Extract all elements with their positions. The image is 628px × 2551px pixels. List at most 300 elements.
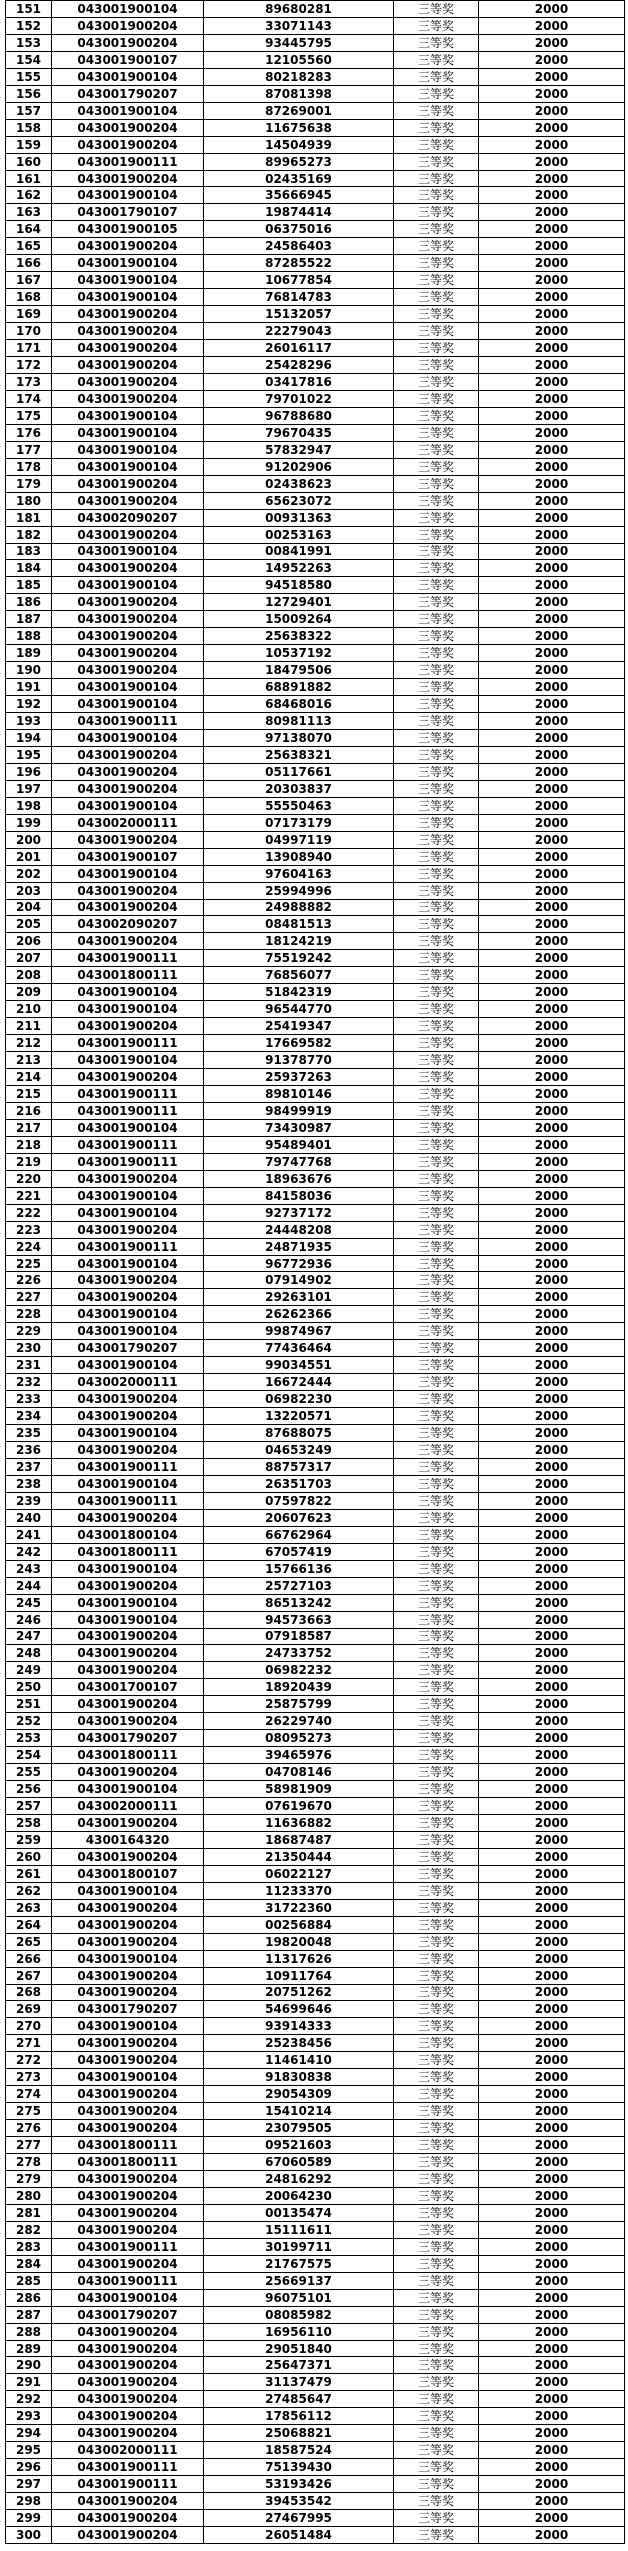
amount-cell: 2000 — [479, 763, 625, 780]
invoice-code-cell: 043001900204 — [52, 662, 204, 679]
table-row — [6, 357, 625, 374]
invoice-code-cell: 043001900204 — [52, 2391, 204, 2408]
invoice-number-cell: 51842319 — [204, 984, 394, 1001]
invoice-number-cell: 29263101 — [204, 1289, 394, 1306]
award-level-cell: 三等奖 — [394, 662, 479, 679]
table-row — [6, 1713, 625, 1730]
amount-cell: 2000 — [479, 221, 625, 238]
invoice-number-cell: 00256884 — [204, 1916, 394, 1933]
table-row — [6, 882, 625, 899]
seq-cell: 210 — [6, 1001, 52, 1018]
table-row — [6, 2527, 625, 2544]
invoice-code-cell: 043001900104 — [52, 255, 204, 272]
amount-cell: 2000 — [479, 1069, 625, 1086]
winners-table — [5, 0, 625, 2544]
table-row — [6, 204, 625, 221]
award-level-cell: 三等奖 — [394, 984, 479, 1001]
award-level-cell: 三等奖 — [394, 373, 479, 390]
award-level-cell: 三等奖 — [394, 2238, 479, 2255]
invoice-number-cell: 26351703 — [204, 1475, 394, 1492]
invoice-code-cell: 043001900111 — [52, 713, 204, 730]
invoice-code-cell: 043001900111 — [52, 1492, 204, 1509]
seq-cell: 290 — [6, 2357, 52, 2374]
table-row — [6, 373, 625, 390]
amount-cell: 2000 — [479, 2187, 625, 2204]
award-level-cell: 三等奖 — [394, 1798, 479, 1815]
amount-cell: 2000 — [479, 662, 625, 679]
amount-cell: 2000 — [479, 1204, 625, 1221]
invoice-number-cell: 29051840 — [204, 2340, 394, 2357]
amount-cell: 2000 — [479, 2272, 625, 2289]
amount-cell: 2000 — [479, 2221, 625, 2238]
award-level-cell: 三等奖 — [394, 865, 479, 882]
amount-cell: 2000 — [479, 865, 625, 882]
award-level-cell: 三等奖 — [394, 1357, 479, 1374]
award-level-cell: 三等奖 — [394, 1001, 479, 1018]
table-row — [6, 1442, 625, 1459]
award-level-cell: 三等奖 — [394, 153, 479, 170]
award-level-cell: 三等奖 — [394, 577, 479, 594]
amount-cell: 2000 — [479, 1272, 625, 1289]
invoice-number-cell: 00931363 — [204, 509, 394, 526]
seq-cell: 300 — [6, 2527, 52, 2544]
invoice-number-cell: 07619670 — [204, 1798, 394, 1815]
invoice-code-cell: 043001900104 — [52, 1594, 204, 1611]
invoice-code-cell: 043001900204 — [52, 2221, 204, 2238]
seq-cell: 234 — [6, 1408, 52, 1425]
amount-cell: 2000 — [479, 1323, 625, 1340]
amount-cell: 2000 — [479, 1882, 625, 1899]
award-level-cell: 三等奖 — [394, 611, 479, 628]
invoice-code-cell: 043001900104 — [52, 679, 204, 696]
award-level-cell: 三等奖 — [394, 1340, 479, 1357]
invoice-number-cell: 84158036 — [204, 1187, 394, 1204]
seq-cell: 260 — [6, 1848, 52, 1865]
invoice-code-cell: 043001900111 — [52, 2272, 204, 2289]
table-row — [6, 238, 625, 255]
invoice-number-cell: 20751262 — [204, 1984, 394, 2001]
table-row — [6, 865, 625, 882]
invoice-number-cell: 17669582 — [204, 1035, 394, 1052]
invoice-number-cell: 24871935 — [204, 1238, 394, 1255]
invoice-number-cell: 94518580 — [204, 577, 394, 594]
invoice-code-cell: 043001900104 — [52, 1950, 204, 1967]
table-row — [6, 323, 625, 340]
invoice-number-cell: 06022127 — [204, 1865, 394, 1882]
invoice-code-cell: 043001900204 — [52, 2052, 204, 2069]
invoice-number-cell: 39465976 — [204, 1747, 394, 1764]
seq-cell: 244 — [6, 1577, 52, 1594]
invoice-number-cell: 08095273 — [204, 1730, 394, 1747]
table-row — [6, 1170, 625, 1187]
amount-cell: 2000 — [479, 1, 625, 18]
invoice-number-cell: 23079505 — [204, 2120, 394, 2137]
seq-cell: 232 — [6, 1374, 52, 1391]
seq-cell: 217 — [6, 1119, 52, 1136]
invoice-code-cell: 043001900204 — [52, 323, 204, 340]
amount-cell: 2000 — [479, 323, 625, 340]
invoice-number-cell: 91378770 — [204, 1052, 394, 1069]
award-level-cell: 三等奖 — [394, 2340, 479, 2357]
invoice-code-cell: 043001800111 — [52, 2154, 204, 2171]
invoice-number-cell: 66762964 — [204, 1526, 394, 1543]
award-level-cell: 三等奖 — [394, 1645, 479, 1662]
invoice-code-cell: 043001700107 — [52, 1679, 204, 1696]
amount-cell: 2000 — [479, 1374, 625, 1391]
seq-cell: 292 — [6, 2391, 52, 2408]
invoice-number-cell: 79670435 — [204, 424, 394, 441]
invoice-number-cell: 00841991 — [204, 543, 394, 560]
seq-cell: 289 — [6, 2340, 52, 2357]
table-row — [6, 1747, 625, 1764]
seq-cell: 277 — [6, 2137, 52, 2154]
amount-cell: 2000 — [479, 2001, 625, 2018]
invoice-code-cell: 043001900204 — [52, 1509, 204, 1526]
award-level-cell: 三等奖 — [394, 933, 479, 950]
invoice-number-cell: 31137479 — [204, 2374, 394, 2391]
amount-cell: 2000 — [479, 2103, 625, 2120]
award-level-cell: 三等奖 — [394, 1628, 479, 1645]
invoice-number-cell: 25669137 — [204, 2272, 394, 2289]
seq-cell: 251 — [6, 1696, 52, 1713]
invoice-number-cell: 65623072 — [204, 492, 394, 509]
award-level-cell: 三等奖 — [394, 2306, 479, 2323]
amount-cell: 2000 — [479, 882, 625, 899]
award-level-cell: 三等奖 — [394, 1662, 479, 1679]
amount-cell: 2000 — [479, 1442, 625, 1459]
invoice-number-cell: 92737172 — [204, 1204, 394, 1221]
invoice-code-cell: 043001900204 — [52, 2035, 204, 2052]
invoice-number-cell: 21767575 — [204, 2255, 394, 2272]
table-row — [6, 2154, 625, 2171]
invoice-code-cell: 043001900104 — [52, 187, 204, 204]
invoice-number-cell: 89810146 — [204, 1086, 394, 1103]
seq-cell: 281 — [6, 2204, 52, 2221]
seq-cell: 203 — [6, 882, 52, 899]
award-level-cell: 三等奖 — [394, 2357, 479, 2374]
invoice-code-cell: 043001900104 — [52, 1357, 204, 1374]
award-level-cell: 三等奖 — [394, 526, 479, 543]
invoice-number-cell: 00135474 — [204, 2204, 394, 2221]
table-row — [6, 2035, 625, 2052]
seq-cell: 231 — [6, 1357, 52, 1374]
seq-cell: 255 — [6, 1764, 52, 1781]
invoice-code-cell: 043001900204 — [52, 1018, 204, 1035]
seq-cell: 169 — [6, 306, 52, 323]
table-row — [6, 255, 625, 272]
table-row — [6, 2187, 625, 2204]
invoice-code-cell: 043001900204 — [52, 1272, 204, 1289]
invoice-code-cell: 043001900204 — [52, 2374, 204, 2391]
table-row — [6, 645, 625, 662]
table-row — [6, 306, 625, 323]
table-row — [6, 594, 625, 611]
seq-cell: 215 — [6, 1086, 52, 1103]
amount-cell: 2000 — [479, 1492, 625, 1509]
table-row — [6, 136, 625, 153]
award-level-cell: 三等奖 — [394, 1865, 479, 1882]
amount-cell: 2000 — [479, 1340, 625, 1357]
seq-cell: 273 — [6, 2069, 52, 2086]
amount-cell: 2000 — [479, 1509, 625, 1526]
award-level-cell: 三等奖 — [394, 2120, 479, 2137]
seq-cell: 246 — [6, 1611, 52, 1628]
award-level-cell: 三等奖 — [394, 68, 479, 85]
amount-cell: 2000 — [479, 357, 625, 374]
table-row — [6, 2425, 625, 2442]
seq-cell: 219 — [6, 1153, 52, 1170]
invoice-code-cell: 043001900204 — [52, 1967, 204, 1984]
table-row — [6, 407, 625, 424]
invoice-number-cell: 12729401 — [204, 594, 394, 611]
invoice-code-cell: 043001900111 — [52, 1086, 204, 1103]
amount-cell: 2000 — [479, 2018, 625, 2035]
table-row — [6, 1781, 625, 1798]
award-level-cell: 三等奖 — [394, 1984, 479, 2001]
amount-cell: 2000 — [479, 2425, 625, 2442]
award-level-cell: 三等奖 — [394, 1933, 479, 1950]
seq-cell: 226 — [6, 1272, 52, 1289]
seq-cell: 265 — [6, 1933, 52, 1950]
seq-cell: 184 — [6, 560, 52, 577]
table-row — [6, 1916, 625, 1933]
amount-cell: 2000 — [479, 645, 625, 662]
seq-cell: 291 — [6, 2374, 52, 2391]
seq-cell: 208 — [6, 967, 52, 984]
seq-cell: 174 — [6, 390, 52, 407]
invoice-number-cell: 58981909 — [204, 1781, 394, 1798]
amount-cell: 2000 — [479, 1238, 625, 1255]
seq-cell: 224 — [6, 1238, 52, 1255]
table-row — [6, 1408, 625, 1425]
award-level-cell: 三等奖 — [394, 1679, 479, 1696]
invoice-number-cell: 05117661 — [204, 763, 394, 780]
invoice-code-cell: 043001900204 — [52, 628, 204, 645]
table-row — [6, 577, 625, 594]
award-level-cell: 三等奖 — [394, 1814, 479, 1831]
invoice-code-cell: 043001900104 — [52, 289, 204, 306]
seq-cell: 284 — [6, 2255, 52, 2272]
table-row — [6, 424, 625, 441]
table-row — [6, 85, 625, 102]
invoice-code-cell: 043001900204 — [52, 2340, 204, 2357]
invoice-code-cell: 043001900204 — [52, 306, 204, 323]
amount-cell: 2000 — [479, 1119, 625, 1136]
award-level-cell: 三等奖 — [394, 272, 479, 289]
table-row — [6, 1594, 625, 1611]
table-row — [6, 780, 625, 797]
seq-cell: 257 — [6, 1798, 52, 1815]
seq-cell: 154 — [6, 51, 52, 68]
seq-cell: 195 — [6, 746, 52, 763]
table-row — [6, 1238, 625, 1255]
invoice-number-cell: 68468016 — [204, 696, 394, 713]
seq-cell: 194 — [6, 729, 52, 746]
seq-cell: 155 — [6, 68, 52, 85]
seq-cell: 241 — [6, 1526, 52, 1543]
invoice-code-cell: 043001900204 — [52, 2425, 204, 2442]
table-row — [6, 2137, 625, 2154]
award-level-cell: 三等奖 — [394, 1882, 479, 1899]
award-level-cell: 三等奖 — [394, 696, 479, 713]
seq-cell: 272 — [6, 2052, 52, 2069]
invoice-number-cell: 06375016 — [204, 221, 394, 238]
table-row — [6, 187, 625, 204]
invoice-number-cell: 67057419 — [204, 1543, 394, 1560]
award-level-cell: 三等奖 — [394, 1272, 479, 1289]
invoice-code-cell: 043001900104 — [52, 577, 204, 594]
amount-cell: 2000 — [479, 2035, 625, 2052]
invoice-code-cell: 043002090207 — [52, 509, 204, 526]
amount-cell: 2000 — [479, 2459, 625, 2476]
invoice-code-cell: 043001900104 — [52, 407, 204, 424]
seq-cell: 271 — [6, 2035, 52, 2052]
award-level-cell: 三等奖 — [394, 34, 479, 51]
invoice-number-cell: 87285522 — [204, 255, 394, 272]
invoice-number-cell: 25419347 — [204, 1018, 394, 1035]
seq-cell: 230 — [6, 1340, 52, 1357]
invoice-code-cell: 043001900104 — [52, 729, 204, 746]
amount-cell: 2000 — [479, 967, 625, 984]
invoice-code-cell: 043001900204 — [52, 119, 204, 136]
table-row — [6, 2171, 625, 2188]
seq-cell: 252 — [6, 1713, 52, 1730]
invoice-number-cell: 54699646 — [204, 2001, 394, 2018]
invoice-code-cell: 043001900104 — [52, 1204, 204, 1221]
invoice-number-cell: 10537192 — [204, 645, 394, 662]
seq-cell: 220 — [6, 1170, 52, 1187]
table-row — [6, 1967, 625, 1984]
seq-cell: 209 — [6, 984, 52, 1001]
amount-cell: 2000 — [479, 2510, 625, 2527]
invoice-number-cell: 67060589 — [204, 2154, 394, 2171]
invoice-code-cell: 043001800111 — [52, 1747, 204, 1764]
amount-cell: 2000 — [479, 1153, 625, 1170]
award-level-cell: 三等奖 — [394, 2493, 479, 2510]
invoice-number-cell: 11233370 — [204, 1882, 394, 1899]
award-level-cell: 三等奖 — [394, 814, 479, 831]
award-level-cell: 三等奖 — [394, 1391, 479, 1408]
invoice-code-cell: 043001790207 — [52, 2306, 204, 2323]
table-row — [6, 2323, 625, 2340]
seq-cell: 285 — [6, 2272, 52, 2289]
amount-cell: 2000 — [479, 611, 625, 628]
table-row — [6, 1679, 625, 1696]
seq-cell: 275 — [6, 2103, 52, 2120]
amount-cell: 2000 — [479, 289, 625, 306]
amount-cell: 2000 — [479, 68, 625, 85]
amount-cell: 2000 — [479, 1475, 625, 1492]
table-row — [6, 814, 625, 831]
amount-cell: 2000 — [479, 1611, 625, 1628]
seq-cell: 253 — [6, 1730, 52, 1747]
invoice-number-cell: 73430987 — [204, 1119, 394, 1136]
award-level-cell: 三等奖 — [394, 645, 479, 662]
award-level-cell: 三等奖 — [394, 1781, 479, 1798]
amount-cell: 2000 — [479, 1221, 625, 1238]
invoice-number-cell: 07597822 — [204, 1492, 394, 1509]
invoice-code-cell: 043001900104 — [52, 2069, 204, 2086]
award-level-cell: 三等奖 — [394, 1289, 479, 1306]
award-level-cell: 三等奖 — [394, 1086, 479, 1103]
seq-cell: 177 — [6, 441, 52, 458]
invoice-number-cell: 25638321 — [204, 746, 394, 763]
invoice-number-cell: 98499919 — [204, 1102, 394, 1119]
award-level-cell: 三等奖 — [394, 424, 479, 441]
invoice-number-cell: 53193426 — [204, 2476, 394, 2493]
amount-cell: 2000 — [479, 679, 625, 696]
table-row — [6, 1018, 625, 1035]
table-row — [6, 1119, 625, 1136]
invoice-number-cell: 13908940 — [204, 848, 394, 865]
seq-cell: 180 — [6, 492, 52, 509]
amount-cell: 2000 — [479, 136, 625, 153]
table-row — [6, 1153, 625, 1170]
seq-cell: 168 — [6, 289, 52, 306]
seq-cell: 165 — [6, 238, 52, 255]
award-level-cell: 三等奖 — [394, 2204, 479, 2221]
award-level-cell: 三等奖 — [394, 1187, 479, 1204]
seq-cell: 214 — [6, 1069, 52, 1086]
amount-cell: 2000 — [479, 1713, 625, 1730]
invoice-code-cell: 043001900204 — [52, 1221, 204, 1238]
table-row — [6, 1899, 625, 1916]
seq-cell: 276 — [6, 2120, 52, 2137]
award-level-cell: 三等奖 — [394, 1713, 479, 1730]
invoice-code-cell: 043001900204 — [52, 390, 204, 407]
table-row — [6, 1865, 625, 1882]
invoice-number-cell: 25875799 — [204, 1696, 394, 1713]
seq-cell: 294 — [6, 2425, 52, 2442]
award-level-cell: 三等奖 — [394, 746, 479, 763]
award-level-cell: 三等奖 — [394, 2527, 479, 2544]
table-row — [6, 526, 625, 543]
invoice-code-cell: 043001800111 — [52, 1543, 204, 1560]
seq-cell: 296 — [6, 2459, 52, 2476]
invoice-number-cell: 15009264 — [204, 611, 394, 628]
table-row — [6, 1526, 625, 1543]
invoice-code-cell: 043001900204 — [52, 2357, 204, 2374]
table-row — [6, 2018, 625, 2035]
invoice-number-cell: 89680281 — [204, 1, 394, 18]
amount-cell: 2000 — [479, 17, 625, 34]
amount-cell: 2000 — [479, 2154, 625, 2171]
seq-cell: 206 — [6, 933, 52, 950]
seq-cell: 283 — [6, 2238, 52, 2255]
invoice-number-cell: 02435169 — [204, 170, 394, 187]
amount-cell: 2000 — [479, 1086, 625, 1103]
invoice-code-cell: 043001900104 — [52, 797, 204, 814]
invoice-code-cell: 043001900204 — [52, 645, 204, 662]
seq-cell: 152 — [6, 17, 52, 34]
award-level-cell: 三等奖 — [394, 2069, 479, 2086]
invoice-number-cell: 18963676 — [204, 1170, 394, 1187]
amount-cell: 2000 — [479, 2408, 625, 2425]
invoice-code-cell: 043001900104 — [52, 272, 204, 289]
seq-cell: 240 — [6, 1509, 52, 1526]
seq-cell: 193 — [6, 713, 52, 730]
table-row — [6, 662, 625, 679]
invoice-code-cell: 043001900204 — [52, 1848, 204, 1865]
invoice-code-cell: 043001900204 — [52, 1577, 204, 1594]
invoice-number-cell: 27467995 — [204, 2510, 394, 2527]
award-level-cell: 三等奖 — [394, 1323, 479, 1340]
amount-cell: 2000 — [479, 2323, 625, 2340]
seq-cell: 175 — [6, 407, 52, 424]
award-level-cell: 三等奖 — [394, 1035, 479, 1052]
award-level-cell: 三等奖 — [394, 187, 479, 204]
award-level-cell: 三等奖 — [394, 289, 479, 306]
